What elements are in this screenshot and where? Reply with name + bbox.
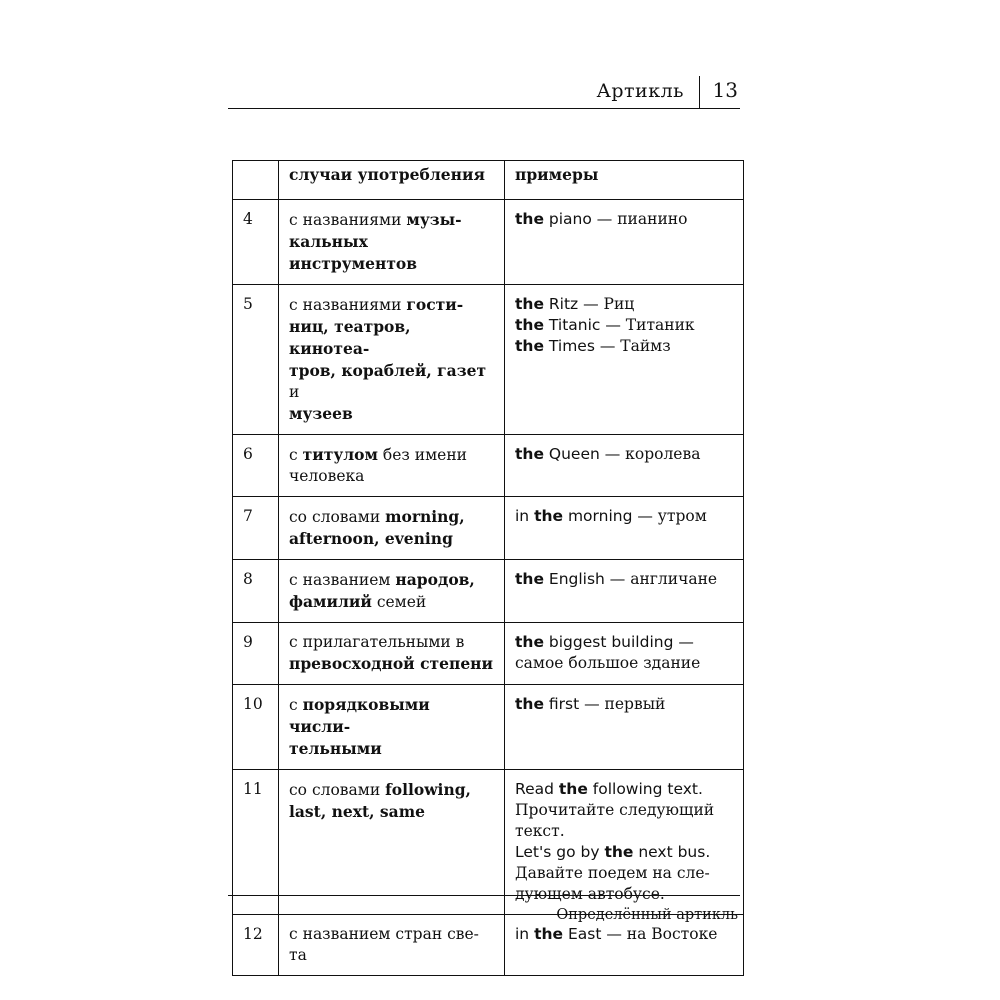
text-run: English bbox=[543, 570, 605, 588]
emphasis-text: the bbox=[604, 843, 634, 861]
emphasis-text: the bbox=[515, 633, 544, 651]
usage-case-cell bbox=[279, 685, 505, 770]
text-run: Let's go by bbox=[515, 843, 605, 861]
table-row bbox=[233, 497, 744, 560]
emphasis-text: музеев bbox=[289, 404, 353, 423]
emphasis-text: народов, bbox=[395, 570, 475, 589]
table-row bbox=[233, 623, 744, 685]
running-header bbox=[228, 76, 740, 109]
text-run: Прочитайте следующий bbox=[515, 801, 715, 819]
example-cell bbox=[505, 560, 744, 623]
example-cell bbox=[505, 685, 744, 770]
usage-case-cell bbox=[279, 435, 505, 497]
text-run: человека bbox=[289, 467, 365, 485]
emphasis-text: the bbox=[515, 210, 544, 228]
emphasis-text: музы- bbox=[406, 210, 462, 229]
emphasis-text: the bbox=[515, 337, 544, 355]
emphasis-text: фамилий bbox=[289, 592, 372, 611]
emphasis-text: ниц, театров, кинотеа- bbox=[289, 317, 411, 358]
text-run: с bbox=[289, 696, 303, 714]
text-run: Давайте поедем на сле- bbox=[515, 864, 710, 882]
column-header-cases: случаи употребления bbox=[279, 161, 505, 200]
chapter-title: Артикль bbox=[596, 80, 684, 102]
text-run: — пианино bbox=[591, 210, 688, 228]
emphasis-text: the bbox=[515, 570, 544, 588]
emphasis-text: morning, bbox=[385, 507, 465, 526]
example-cell bbox=[505, 435, 744, 497]
header-divider bbox=[699, 76, 701, 108]
text-run: Ritz bbox=[543, 295, 579, 313]
row-number: 11 bbox=[233, 770, 279, 915]
usage-case-cell bbox=[279, 915, 505, 976]
text-run: с bbox=[289, 446, 303, 464]
text-run: со словами bbox=[289, 781, 386, 799]
example-cell bbox=[505, 497, 744, 560]
table-row bbox=[233, 770, 744, 915]
row-number: 9 bbox=[233, 623, 279, 685]
emphasis-text: the bbox=[515, 295, 544, 313]
usage-case-cell bbox=[279, 623, 505, 685]
text-run: Titanic bbox=[543, 316, 601, 334]
table-header-row bbox=[233, 161, 744, 200]
text-run: — первый bbox=[579, 695, 666, 713]
footer-section-title: Определённый артикль bbox=[556, 907, 738, 923]
text-run: с названием стран све- bbox=[289, 925, 479, 943]
emphasis-text: тров, кораблей, газет bbox=[289, 361, 487, 380]
text-run: с названием bbox=[289, 571, 396, 589]
text-run: first bbox=[543, 695, 580, 713]
emphasis-text: following, bbox=[385, 780, 471, 799]
emphasis-text: the bbox=[534, 507, 564, 525]
table-row bbox=[233, 915, 744, 976]
usage-case-cell bbox=[279, 285, 505, 435]
emphasis-text: the bbox=[515, 445, 544, 463]
row-number: 12 bbox=[233, 915, 279, 976]
emphasis-text: титулом bbox=[302, 445, 378, 464]
table-row bbox=[233, 435, 744, 497]
example-cell bbox=[505, 770, 744, 915]
text-run: та bbox=[289, 946, 307, 964]
text-run: без имени bbox=[377, 446, 468, 464]
text-run: biggest building — bbox=[543, 633, 694, 651]
text-run: — королева bbox=[599, 445, 701, 463]
column-header-examples: примеры bbox=[505, 161, 744, 200]
text-run: — англичане bbox=[604, 570, 718, 588]
table-body bbox=[233, 200, 744, 976]
emphasis-text: the bbox=[558, 780, 588, 798]
usage-case-cell bbox=[279, 560, 505, 623]
text-run: Queen bbox=[543, 445, 600, 463]
text-run: с прилагательными в bbox=[289, 633, 465, 651]
emphasis-text: кальных инструментов bbox=[289, 232, 418, 273]
text-run: самое большое здание bbox=[515, 654, 701, 672]
emphasis-text: last, next, same bbox=[289, 802, 425, 821]
page-number: 13 bbox=[712, 78, 738, 102]
example-cell bbox=[505, 915, 744, 976]
text-run: дующем автобусе. bbox=[515, 885, 665, 903]
row-number: 6 bbox=[233, 435, 279, 497]
text-run: и bbox=[289, 383, 300, 401]
text-run: in bbox=[515, 925, 535, 943]
usage-case-cell bbox=[279, 497, 505, 560]
text-run: — утром bbox=[632, 507, 707, 525]
emphasis-text: превосходной степени bbox=[289, 654, 494, 673]
usage-case-cell bbox=[279, 200, 505, 285]
text-run: — Таймз bbox=[594, 337, 671, 355]
example-cell bbox=[505, 200, 744, 285]
text-run: семей bbox=[371, 593, 427, 611]
text-run: East bbox=[563, 925, 602, 943]
text-run: со словами bbox=[289, 508, 386, 526]
emphasis-text: the bbox=[515, 695, 544, 713]
text-run: с названиями bbox=[289, 296, 407, 314]
emphasis-text: afternoon, evening bbox=[289, 529, 453, 548]
text-run: morning bbox=[563, 507, 633, 525]
example-cell bbox=[505, 285, 744, 435]
emphasis-text: тельными bbox=[289, 739, 382, 758]
row-number: 4 bbox=[233, 200, 279, 285]
text-run: Read bbox=[515, 780, 559, 798]
text-run: next bus. bbox=[633, 843, 711, 861]
text-run: in bbox=[515, 507, 535, 525]
table-row bbox=[233, 200, 744, 285]
text-run: following text. bbox=[587, 780, 703, 798]
emphasis-text: порядковыми числи- bbox=[289, 695, 430, 736]
text-run: piano bbox=[543, 210, 592, 228]
emphasis-text: гости- bbox=[406, 295, 464, 314]
text-run: — Титаник bbox=[600, 316, 695, 334]
table-row bbox=[233, 685, 744, 770]
text-run: с названиями bbox=[289, 211, 407, 229]
usage-case-cell bbox=[279, 770, 505, 915]
text-run: Times bbox=[543, 337, 595, 355]
text-run: — на Востоке bbox=[601, 925, 718, 943]
text-run: — Риц bbox=[578, 295, 635, 313]
table-row bbox=[233, 560, 744, 623]
row-number: 8 bbox=[233, 560, 279, 623]
footer-rule bbox=[228, 895, 740, 896]
row-number: 7 bbox=[233, 497, 279, 560]
usage-table bbox=[232, 160, 744, 976]
emphasis-text: the bbox=[534, 925, 564, 943]
row-number: 10 bbox=[233, 685, 279, 770]
table-row bbox=[233, 285, 744, 435]
text-run: текст. bbox=[515, 822, 565, 840]
row-number: 5 bbox=[233, 285, 279, 435]
emphasis-text: the bbox=[515, 316, 544, 334]
column-header-number bbox=[233, 161, 279, 200]
example-cell bbox=[505, 623, 744, 685]
